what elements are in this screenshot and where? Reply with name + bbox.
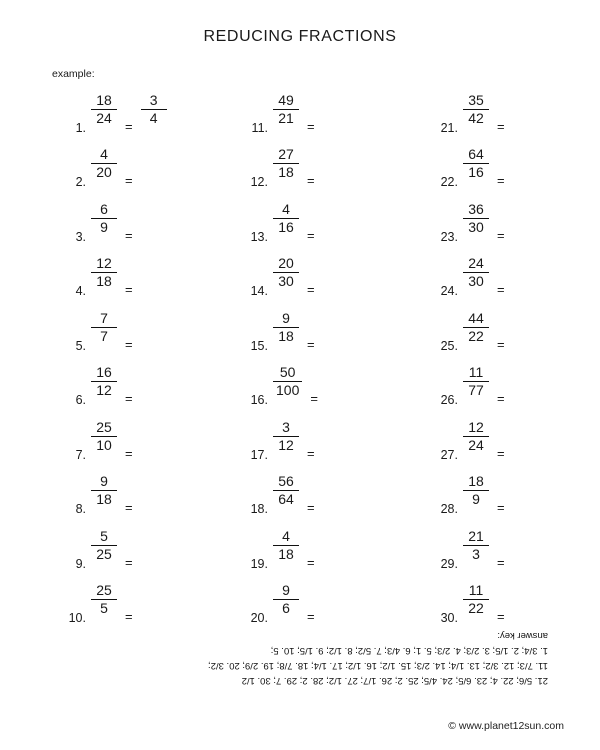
fraction	[273, 256, 299, 289]
problem-number: 1.	[75, 120, 86, 135]
problem-item	[244, 82, 410, 137]
problem-item	[434, 191, 600, 246]
equals-sign: =	[497, 173, 505, 188]
answer-blank[interactable]	[133, 93, 167, 126]
equals-sign: =	[307, 500, 315, 515]
fraction	[273, 311, 299, 344]
fraction-denominator: 7	[100, 327, 108, 344]
fraction-denominator: 30	[468, 273, 484, 290]
fraction	[463, 202, 489, 235]
problem-number: 9.	[75, 556, 86, 571]
problem-item	[434, 573, 600, 628]
fraction-denominator: 16	[468, 164, 484, 181]
fraction-denominator: 18	[96, 491, 112, 508]
problem-item	[62, 573, 228, 628]
problem-item	[434, 137, 600, 192]
fraction-numerator: 49	[278, 91, 294, 108]
equals-sign: =	[125, 173, 133, 188]
problem-number: 21.	[440, 120, 458, 135]
answer-blank[interactable]	[315, 265, 339, 281]
answer-blank[interactable]	[318, 374, 342, 390]
fraction-numerator: 7	[100, 309, 108, 326]
fraction-denominator: 22	[468, 600, 484, 617]
problems-grid	[0, 82, 600, 627]
answer-blank[interactable]	[315, 592, 339, 608]
fraction-denominator: 77	[468, 382, 484, 399]
fraction-numerator: 12	[468, 418, 484, 435]
fraction-denominator: 42	[468, 109, 484, 126]
fraction-denominator: 5	[100, 600, 108, 617]
page-title: REDUCING FRACTIONS	[203, 28, 397, 45]
answer-blank[interactable]	[133, 156, 157, 172]
problem-item	[62, 246, 228, 301]
fraction-denominator: 30	[278, 273, 294, 290]
problem-item	[62, 82, 228, 137]
answer-blank[interactable]	[505, 265, 529, 281]
fraction-denominator: 21	[278, 109, 294, 126]
answer-blank[interactable]	[133, 265, 157, 281]
fraction	[463, 583, 489, 616]
problem-number: 26.	[440, 393, 458, 407]
problem-number: 19.	[250, 556, 268, 571]
fraction	[273, 147, 299, 180]
problem-item	[62, 191, 228, 246]
problem-number: 2.	[75, 175, 86, 189]
problem-number: 20.	[250, 611, 268, 625]
fraction	[273, 93, 299, 126]
problem-number: 25.	[440, 338, 458, 353]
answer-blank[interactable]	[505, 374, 529, 390]
answer-key-line: 21. 5/6; 22. 4; 23. 6/5; 24. 4/5; 25. 2; 26. 1/7; 27. 1/2; 28. 2; 29. 7; 30. 1/2	[241, 675, 548, 686]
fraction-numerator: 21	[468, 527, 484, 544]
problem-item	[62, 137, 228, 192]
answer-blank[interactable]	[505, 101, 529, 117]
problem-number: 16.	[250, 393, 268, 407]
fraction-numerator: 4	[100, 146, 108, 163]
fraction-numerator: 25	[96, 582, 112, 599]
fraction-denominator: 20	[96, 164, 112, 181]
fraction-denominator: 100	[276, 382, 300, 399]
fraction	[91, 365, 117, 398]
example-label: example:	[52, 68, 95, 80]
fraction-numerator: 9	[100, 473, 108, 490]
fraction	[463, 93, 489, 126]
equals-sign: =	[307, 609, 315, 624]
fraction-denominator: 6	[282, 600, 290, 617]
equals-sign: =	[497, 227, 505, 243]
equals-sign: =	[125, 227, 133, 243]
answer-blank[interactable]	[133, 428, 157, 444]
equals-sign: =	[307, 282, 315, 297]
equals-sign: =	[125, 554, 133, 570]
answer-blank[interactable]	[133, 374, 157, 390]
equals-sign: =	[307, 227, 315, 243]
fraction-denominator: 16	[278, 218, 294, 235]
fraction-denominator: 22	[468, 327, 484, 344]
fraction	[91, 202, 117, 235]
answer-blank[interactable]	[505, 428, 529, 444]
problem-item	[434, 464, 600, 519]
fraction-numerator: 4	[282, 200, 290, 217]
fraction-denominator: 18	[278, 164, 294, 181]
fraction	[463, 311, 489, 344]
problem-item	[434, 355, 600, 410]
fraction-numerator: 20	[278, 255, 294, 272]
fraction-denominator: 9	[100, 218, 108, 235]
problem-number: 11.	[251, 120, 268, 135]
fraction-denominator: 4	[149, 109, 158, 126]
fraction-numerator: 3	[282, 418, 290, 435]
fraction	[273, 420, 299, 453]
fraction	[91, 256, 117, 289]
fraction-numerator: 11	[468, 582, 484, 599]
example-answer-fraction	[141, 93, 167, 126]
answer-blank[interactable]	[315, 537, 339, 553]
fraction-numerator: 50	[279, 364, 296, 381]
equals-sign: =	[497, 445, 505, 461]
fraction	[463, 529, 489, 562]
fraction-numerator: 44	[468, 309, 484, 326]
problem-item	[244, 573, 410, 628]
problem-number: 8.	[75, 502, 86, 516]
problem-number: 5.	[75, 338, 86, 353]
answer-blank[interactable]	[133, 592, 157, 608]
problem-number: 7.	[75, 447, 86, 462]
equals-sign: =	[125, 118, 133, 134]
equals-sign: =	[497, 336, 505, 352]
fraction-numerator: 24	[468, 255, 484, 272]
problem-number: 30.	[440, 611, 458, 625]
problem-item	[62, 355, 228, 410]
equals-sign: =	[307, 118, 315, 134]
fraction-denominator: 12	[96, 382, 112, 399]
fraction	[91, 420, 117, 453]
problem-number: 24.	[440, 284, 458, 298]
answer-blank[interactable]	[315, 483, 339, 499]
fraction-numerator: 6	[100, 200, 108, 217]
fraction	[273, 365, 302, 398]
equals-sign: =	[307, 173, 315, 188]
fraction-denominator: 24	[96, 109, 112, 126]
equals-sign: =	[497, 118, 505, 134]
problem-item	[62, 518, 228, 573]
fraction	[91, 583, 117, 616]
problem-item	[244, 246, 410, 301]
problem-item	[244, 191, 410, 246]
problem-item	[244, 409, 410, 464]
problem-item	[62, 300, 228, 355]
equals-sign: =	[497, 282, 505, 297]
answer-blank[interactable]	[315, 319, 339, 335]
fraction-numerator: 4	[282, 527, 290, 544]
answer-blank[interactable]	[505, 483, 529, 499]
fraction-numerator: 16	[96, 364, 112, 381]
equals-sign: =	[125, 336, 133, 352]
fraction-numerator: 25	[96, 418, 112, 435]
fraction	[91, 93, 117, 126]
fraction	[273, 474, 299, 507]
equals-sign: =	[125, 609, 133, 624]
problem-number: 29.	[440, 556, 458, 571]
fraction	[91, 311, 117, 344]
answer-blank[interactable]	[505, 592, 529, 608]
problem-item	[434, 300, 600, 355]
fraction-numerator: 12	[96, 255, 112, 272]
problem-number: 23.	[440, 229, 458, 244]
fraction-numerator: 64	[468, 146, 484, 163]
answer-blank[interactable]	[505, 210, 529, 226]
answer-blank[interactable]	[315, 101, 339, 117]
problem-column-1	[0, 82, 228, 627]
answer-blank[interactable]	[505, 156, 529, 172]
fraction-denominator: 30	[468, 218, 484, 235]
answer-blank[interactable]	[315, 428, 339, 444]
answer-key-line: answer key:	[497, 630, 548, 641]
equals-sign: =	[497, 391, 505, 406]
fraction-numerator: 18	[96, 91, 112, 108]
fraction	[463, 147, 489, 180]
fraction-denominator: 10	[96, 436, 112, 453]
fraction	[463, 420, 489, 453]
answer-blank[interactable]	[133, 483, 157, 499]
answer-blank[interactable]	[315, 156, 339, 172]
equals-sign: =	[307, 445, 315, 461]
fraction	[91, 147, 117, 180]
fraction	[273, 529, 299, 562]
problem-item	[434, 246, 600, 301]
equals-sign: =	[310, 391, 318, 406]
problem-number: 18.	[250, 502, 268, 516]
fraction	[463, 474, 489, 507]
fraction	[463, 256, 489, 289]
problem-number: 22.	[440, 175, 458, 189]
answer-key	[0, 628, 600, 688]
problem-item	[244, 464, 410, 519]
problem-column-2	[228, 82, 410, 627]
answer-blank[interactable]	[505, 319, 529, 335]
fraction-numerator: 35	[468, 91, 484, 108]
fraction-denominator: 9	[472, 491, 480, 508]
equals-sign: =	[125, 445, 133, 461]
problem-number: 4.	[75, 284, 86, 298]
problem-number: 10.	[68, 611, 86, 625]
problem-item	[244, 300, 410, 355]
fraction-denominator: 18	[278, 545, 294, 562]
equals-sign: =	[125, 500, 133, 515]
problem-item	[62, 409, 228, 464]
problem-number: 12.	[250, 175, 268, 189]
fraction	[463, 365, 489, 398]
problem-item	[244, 355, 410, 410]
fraction-denominator: 18	[278, 327, 294, 344]
problem-item	[62, 464, 228, 519]
answer-blank[interactable]	[133, 537, 157, 553]
fraction-denominator: 64	[278, 491, 294, 508]
fraction-numerator: 18	[468, 473, 484, 490]
fraction-numerator: 27	[278, 146, 294, 163]
problem-number: 6.	[75, 393, 86, 407]
fraction-numerator: 9	[282, 582, 290, 599]
answer-blank[interactable]	[315, 210, 339, 226]
problem-item	[434, 82, 600, 137]
fraction-numerator: 5	[100, 527, 108, 544]
equals-sign: =	[307, 554, 315, 570]
problem-number: 17.	[250, 447, 268, 462]
answer-blank[interactable]	[505, 537, 529, 553]
problem-item	[244, 518, 410, 573]
fraction-numerator: 3	[149, 91, 158, 108]
fraction	[273, 583, 299, 616]
problem-number: 13.	[250, 229, 268, 244]
fraction-denominator: 24	[468, 436, 484, 453]
equals-sign: =	[497, 554, 505, 570]
problem-number: 15.	[250, 338, 268, 353]
problem-number: 28.	[440, 502, 458, 516]
footer-credit: © www.planet12sun.com	[448, 720, 564, 732]
fraction-numerator: 56	[278, 473, 294, 490]
equals-sign: =	[125, 282, 133, 297]
problem-column-3	[410, 82, 600, 627]
fraction-denominator: 3	[472, 545, 480, 562]
problem-item	[434, 409, 600, 464]
problem-number: 14.	[250, 284, 268, 298]
problem-item	[244, 137, 410, 192]
equals-sign: =	[497, 609, 505, 624]
equals-sign: =	[307, 336, 315, 352]
answer-blank[interactable]	[133, 319, 157, 335]
answer-key-line: 11. 7/3; 12. 3/2; 13. 1/4; 14. 2/3; 15. 1/2; 16. 1/2; 17. 1/4; 18. 7/8; 19. 2/9; 20. 3/2;	[208, 660, 548, 671]
problem-number: 3.	[75, 229, 86, 244]
fraction-numerator: 9	[282, 309, 290, 326]
answer-key-line: 1. 3/4; 2. 1/5; 3. 2/3; 4. 2/3; 5. 1; 6. 4/3; 7. 5/2; 8. 1/2; 9. 1/5; 10. 5;	[270, 645, 548, 656]
fraction	[91, 529, 117, 562]
fraction-denominator: 12	[278, 436, 294, 453]
fraction	[273, 202, 299, 235]
answer-blank[interactable]	[133, 210, 157, 226]
fraction	[91, 474, 117, 507]
fraction-numerator: 11	[468, 364, 484, 381]
problem-number: 27.	[440, 447, 458, 462]
problem-item	[434, 518, 600, 573]
fraction-denominator: 18	[96, 273, 112, 290]
equals-sign: =	[125, 391, 133, 406]
fraction-denominator: 25	[96, 545, 112, 562]
fraction-numerator: 36	[468, 200, 484, 217]
equals-sign: =	[497, 500, 505, 515]
